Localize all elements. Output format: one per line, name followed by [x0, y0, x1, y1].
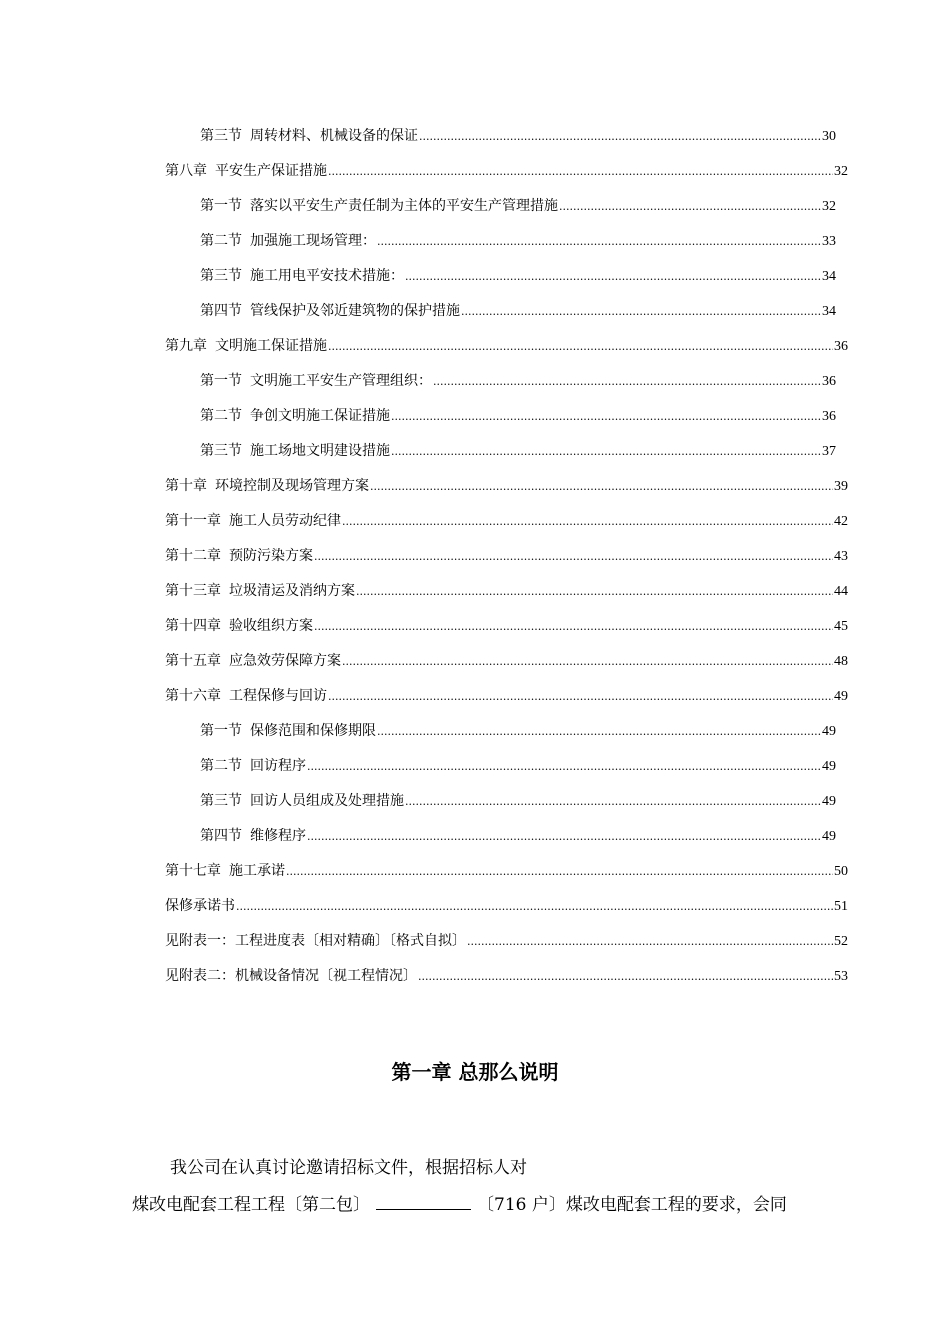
toc-page-number: 34	[822, 269, 836, 284]
toc-dot-leader	[405, 259, 821, 294]
body-text-before-blank: 煤改电配套工程工程〔第二包〕	[132, 1195, 370, 1215]
toc-entry-label	[165, 854, 285, 889]
toc-entry-label	[165, 924, 466, 959]
toc-page-number: 32	[834, 164, 848, 179]
toc-page-number: 49	[822, 724, 836, 739]
toc-entry-label	[165, 644, 341, 679]
toc-page-number: 45	[834, 619, 848, 634]
toc-dot-leader	[314, 539, 833, 574]
toc-page-number: 39	[834, 479, 848, 494]
toc-entry-number: 第十七章	[165, 863, 221, 879]
toc-entry-label	[200, 819, 306, 854]
toc-entry-title: 文明施工保证措施	[215, 338, 327, 354]
toc-entry[interactable]	[200, 784, 836, 819]
toc-dot-leader	[328, 679, 833, 714]
toc-entry[interactable]	[200, 189, 836, 224]
toc-entry-label	[165, 574, 355, 609]
toc-entry-number: 第三节	[200, 128, 242, 144]
toc-entry-label	[165, 154, 327, 189]
toc-entry[interactable]	[165, 154, 848, 189]
toc-entry-title: 落实以平安生产责任制为主体的平安生产管理措施	[250, 198, 558, 214]
toc-entry-number: 第十五章	[165, 653, 221, 669]
toc-entry[interactable]	[165, 644, 848, 679]
toc-entry-number: 第一节	[200, 198, 242, 214]
toc-dot-leader	[342, 644, 833, 679]
toc-entry-label	[200, 119, 418, 154]
toc-entry-label	[200, 749, 306, 784]
toc-dot-leader	[370, 469, 833, 504]
toc-entry-label	[200, 434, 390, 469]
toc-entry[interactable]	[165, 504, 848, 539]
toc-page-number: 34	[822, 304, 836, 319]
toc-entry-title: 周转材料、机械设备的保证	[250, 128, 418, 144]
toc-entry[interactable]	[200, 294, 836, 329]
toc-entry-title: 环境控制及现场管理方案	[215, 478, 369, 494]
toc-page-number: 37	[822, 444, 836, 459]
toc-entry-title: 验收组织方案	[229, 618, 313, 634]
toc-entry-title: 工程保修与回访	[229, 688, 327, 704]
toc-entry[interactable]	[165, 574, 848, 609]
toc-entry[interactable]	[165, 959, 848, 994]
toc-entry-title: 管线保护及邻近建筑物的保护措施	[250, 303, 460, 319]
toc-dot-leader	[328, 329, 833, 364]
toc-entry-number: 第十三章	[165, 583, 221, 599]
toc-entry[interactable]	[165, 924, 848, 959]
toc-entry-title: 平安生产保证措施	[215, 163, 327, 179]
toc-page-number: 33	[822, 234, 836, 249]
toc-dot-leader	[236, 889, 833, 924]
toc-page-number: 48	[834, 654, 848, 669]
toc-page-number: 36	[822, 374, 836, 389]
toc-entry-label	[165, 889, 235, 924]
toc-dot-leader	[377, 224, 821, 259]
toc-entry[interactable]	[200, 364, 836, 399]
toc-entry-number: 第一节	[200, 373, 242, 389]
toc-dot-leader	[405, 784, 821, 819]
toc-entry-label	[200, 399, 390, 434]
toc-dot-leader	[467, 924, 833, 959]
toc-dot-leader	[286, 854, 833, 889]
toc-dot-leader	[377, 714, 821, 749]
toc-entry-number: 第四节	[200, 828, 242, 844]
toc-page-number: 49	[822, 794, 836, 809]
toc-page-number: 43	[834, 549, 848, 564]
toc-entry-number: 第二节	[200, 408, 242, 424]
chapter-heading: 第一章 总那么说明	[391, 1060, 559, 1084]
toc-entry-label	[200, 259, 404, 294]
toc-dot-leader	[314, 609, 833, 644]
toc-entry-number: 第十六章	[165, 688, 221, 704]
toc-dot-leader	[419, 119, 821, 154]
toc-entry-title: 施工场地文明建设措施	[250, 443, 390, 459]
toc-entry-label	[165, 959, 417, 994]
toc-entry-label	[165, 329, 327, 364]
toc-entry-title: 预防污染方案	[229, 548, 313, 564]
toc-dot-leader	[461, 294, 821, 329]
toc-entry-label	[200, 224, 376, 259]
toc-entry-number: 第十四章	[165, 618, 221, 634]
toc-entry-label	[200, 189, 558, 224]
toc-entry[interactable]	[200, 434, 836, 469]
toc-entry-number: 第二节	[200, 758, 242, 774]
toc-entry-label	[165, 504, 341, 539]
toc-page-number: 36	[834, 339, 848, 354]
toc-entry-title: 施工人员劳动纪律	[229, 513, 341, 529]
toc-entry-title: 施工承诺	[229, 863, 285, 879]
toc-entry-label	[200, 364, 432, 399]
toc-entry-number: 第三节	[200, 443, 242, 459]
toc-entry-label	[200, 714, 376, 749]
toc-entry-number: 第四节	[200, 303, 242, 319]
toc-dot-leader	[391, 399, 821, 434]
toc-entry-label	[200, 784, 404, 819]
toc-entry[interactable]	[165, 539, 848, 574]
toc-entry[interactable]	[200, 749, 836, 784]
toc-page-number: 49	[834, 689, 848, 704]
toc-entry[interactable]	[165, 854, 848, 889]
toc-page-number: 51	[834, 899, 848, 914]
body-paragraph-line-1: 我公司在认真讨论邀请招标文件，根据招标人对	[170, 1158, 527, 1178]
toc-entry-label	[165, 679, 327, 714]
toc-entry[interactable]	[200, 119, 836, 154]
toc-page-number: 32	[822, 199, 836, 214]
toc-page-number: 49	[822, 829, 836, 844]
toc-entry-label	[165, 539, 313, 574]
toc-dot-leader	[418, 959, 833, 994]
toc-dot-leader	[559, 189, 821, 224]
toc-dot-leader	[391, 434, 821, 469]
toc-entry[interactable]	[165, 469, 848, 504]
toc-entry[interactable]	[165, 889, 848, 924]
toc-entry-title: 文明施工平安生产管理组织：	[250, 373, 432, 389]
toc-page-number: 53	[834, 969, 848, 984]
toc-entry[interactable]	[200, 259, 836, 294]
toc-page-number: 50	[834, 864, 848, 879]
toc-entry[interactable]	[165, 679, 848, 714]
toc-dot-leader	[356, 574, 833, 609]
toc-page-number: 42	[834, 514, 848, 529]
toc-entry-number: 第一节	[200, 723, 242, 739]
toc-entry-title: 维修程序	[250, 828, 306, 844]
toc-entry-title: 垃圾清运及消纳方案	[229, 583, 355, 599]
toc-dot-leader	[307, 819, 821, 854]
toc-entry-label	[200, 294, 460, 329]
toc-page-number: 52	[834, 934, 848, 949]
toc-page-number: 44	[834, 584, 848, 599]
toc-page-number: 30	[822, 129, 836, 144]
toc-entry-title: 见附表一：工程进度表〔相对精确〕〔格式自拟〕	[165, 933, 466, 949]
toc-entry-number: 第十二章	[165, 548, 221, 564]
toc-dot-leader	[342, 504, 833, 539]
body-text-after-blank: 〔716 户〕煤改电配套工程的要求，会同	[477, 1195, 787, 1215]
toc-entry-title: 回访程序	[250, 758, 306, 774]
toc-entry-number: 第十一章	[165, 513, 221, 529]
toc-entry[interactable]	[200, 399, 836, 434]
toc-entry[interactable]	[165, 329, 848, 364]
toc-entry-title: 见附表二：机械设备情况〔视工程情况〕	[165, 968, 417, 984]
toc-page-number: 36	[822, 409, 836, 424]
toc-dot-leader	[328, 154, 833, 189]
toc-entry-title: 应急效劳保障方案	[229, 653, 341, 669]
toc-entry-title: 保修承诺书	[165, 898, 235, 914]
toc-dot-leader	[307, 749, 821, 784]
toc-entry-number: 第二节	[200, 233, 242, 249]
body-paragraph-line-2	[132, 1190, 787, 1215]
toc-entry[interactable]	[200, 714, 836, 749]
toc-entry-number: 第九章	[165, 338, 207, 354]
toc-entry-label	[165, 469, 369, 504]
toc-entry-number: 第八章	[165, 163, 207, 179]
toc-entry-number: 第三节	[200, 268, 242, 284]
toc-entry-title: 施工用电平安技术措施：	[250, 268, 404, 284]
toc-entry-label	[165, 609, 313, 644]
toc-page-number: 49	[822, 759, 836, 774]
toc-entry[interactable]	[200, 819, 836, 854]
toc-entry-title: 争创文明施工保证措施	[250, 408, 390, 424]
toc-entry[interactable]	[200, 224, 836, 259]
toc-entry-title: 回访人员组成及处理措施	[250, 793, 404, 809]
toc-entry[interactable]	[165, 609, 848, 644]
toc-entry-number: 第三节	[200, 793, 242, 809]
fill-in-blank	[376, 1191, 471, 1210]
toc-entry-title: 加强施工现场管理：	[250, 233, 376, 249]
toc-dot-leader	[433, 364, 821, 399]
toc-entry-number: 第十章	[165, 478, 207, 494]
toc-entry-title: 保修范围和保修期限	[250, 723, 376, 739]
